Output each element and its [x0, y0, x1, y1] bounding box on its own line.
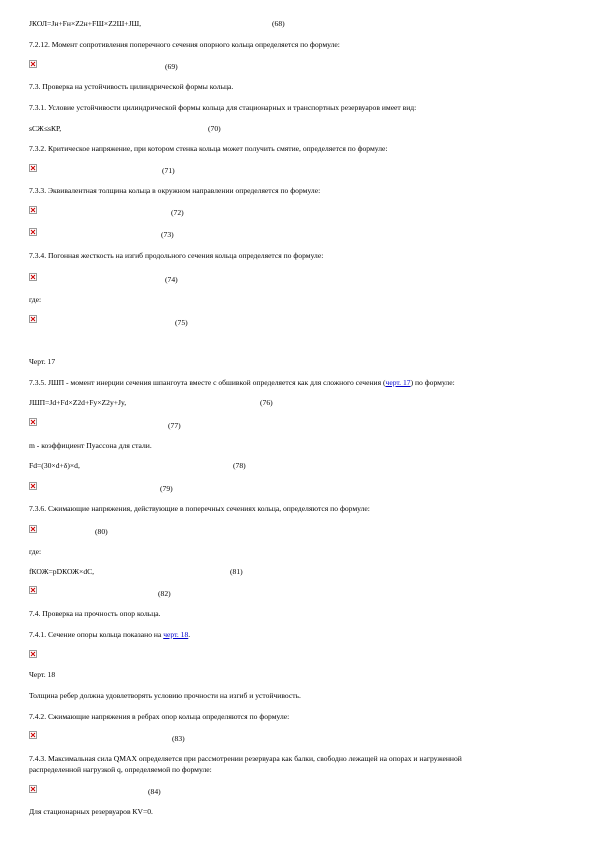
equation-number: (68) — [272, 19, 285, 28]
equation-number: (80) — [95, 527, 108, 536]
broken-image-icon — [29, 206, 37, 214]
figure-link-17[interactable]: черт. 17 — [385, 378, 411, 387]
paragraph: 7.3.4. Погонная жесткость на изгиб продольного сечения кольца определяется по формуле: — [29, 251, 324, 260]
broken-image-icon — [29, 60, 37, 68]
equation-number: (74) — [165, 275, 178, 284]
equation-number: (84) — [148, 787, 161, 796]
paragraph: 7.2.12. Момент сопротивления поперечного сечения опорного кольца определяется по формуле: — [29, 40, 340, 49]
broken-image-icon — [29, 315, 37, 323]
paragraph: Для стационарных резервуаров КV=0. — [29, 807, 153, 816]
equation-number: (75) — [175, 318, 188, 327]
paragraph: 7.3.3. Эквивалентная толщина кольца в окружном направлении определяется по формуле: — [29, 186, 321, 195]
broken-image-icon — [29, 273, 37, 281]
paragraph — [29, 378, 455, 388]
equation-number: (79) — [160, 484, 173, 493]
figure-link-18[interactable]: черт. 18 — [163, 630, 189, 639]
paragraph-text: 7.4.1. Сечение опоры кольца показано на — [29, 630, 164, 639]
formula-line: sCЖ≤sКР, — [29, 124, 62, 133]
section-heading: 7.3. Проверка на устойчивость цилиндрической формы кольца. — [29, 82, 234, 91]
equation-number: (78) — [233, 461, 246, 470]
formula-line: fКОЖ=pDКОЖ×dС, — [29, 567, 95, 576]
equation-number: (83) — [172, 734, 185, 743]
section-heading: 7.4. Проверка на прочность опор кольца. — [29, 609, 161, 618]
broken-image-icon — [29, 731, 37, 739]
paragraph — [29, 630, 190, 640]
broken-image-icon — [29, 164, 37, 172]
paragraph: m - коэффициент Пуассона для стали. — [29, 441, 152, 450]
paragraph-text: 7.3.5. JШП - момент инерции сечения шпангоута вместе с обшивкой определяется как для сложного сечения ( — [29, 378, 386, 387]
broken-image-icon — [29, 525, 37, 533]
paragraph: 7.4.2. Сжимающие напряжения в ребрах опор кольца определяются по формуле: — [29, 712, 290, 721]
paragraph-text: . — [188, 630, 191, 639]
paragraph-text: ) по формуле: — [410, 378, 455, 387]
broken-image-icon — [29, 482, 37, 490]
broken-image-icon — [29, 228, 37, 236]
formula-line: Fd=(30×d+δ)×d, — [29, 461, 80, 470]
equation-number: (71) — [162, 166, 175, 175]
figure-caption: Черт. 17 — [29, 357, 56, 366]
paragraph: где: — [29, 547, 42, 556]
paragraph: Толщина ребер должна удовлетворять условию прочности на изгиб и устойчивость. — [29, 691, 301, 700]
paragraph: где: — [29, 295, 42, 304]
broken-image-icon — [29, 586, 37, 594]
equation-number: (69) — [165, 62, 178, 71]
formula-line: JКОЛ=Jн+Fн×Z2н+FШ×Z2Ш+JШ, — [29, 19, 142, 28]
equation-number: (82) — [158, 589, 171, 598]
equation-number: (72) — [171, 208, 184, 217]
paragraph: 7.4.3. Максимальная сила QMAX определяется при рассмотрении резервуара как балки, свободно лежащей на опорах и нагруженной — [29, 754, 462, 763]
paragraph: 7.3.2. Критическое напряжение, при котором стенка кольца может получить смятие, определяется по формуле: — [29, 144, 388, 153]
equation-number: (77) — [168, 421, 181, 430]
equation-number: (73) — [161, 230, 174, 239]
formula-line: JШП=Jd+Fd×Z2d+Fy×Z2y+Jy, — [29, 398, 127, 407]
paragraph: 7.3.6. Сжимающие напряжения, действующие в поперечных сечениях кольца, определяются по формуле: — [29, 504, 370, 513]
paragraph: распределенной нагрузкой q, определяемой по формуле: — [29, 765, 212, 774]
paragraph: 7.3.1. Условие устойчивости цилиндрической формы кольца для стационарных и транспортных резервуаров имеет вид: — [29, 103, 417, 112]
equation-number: (81) — [230, 567, 243, 576]
equation-number: (76) — [260, 398, 273, 407]
figure-caption: Черт. 18 — [29, 670, 56, 679]
broken-image-icon — [29, 650, 37, 658]
equation-number: (70) — [208, 124, 221, 133]
broken-image-icon — [29, 785, 37, 793]
broken-image-icon — [29, 418, 37, 426]
